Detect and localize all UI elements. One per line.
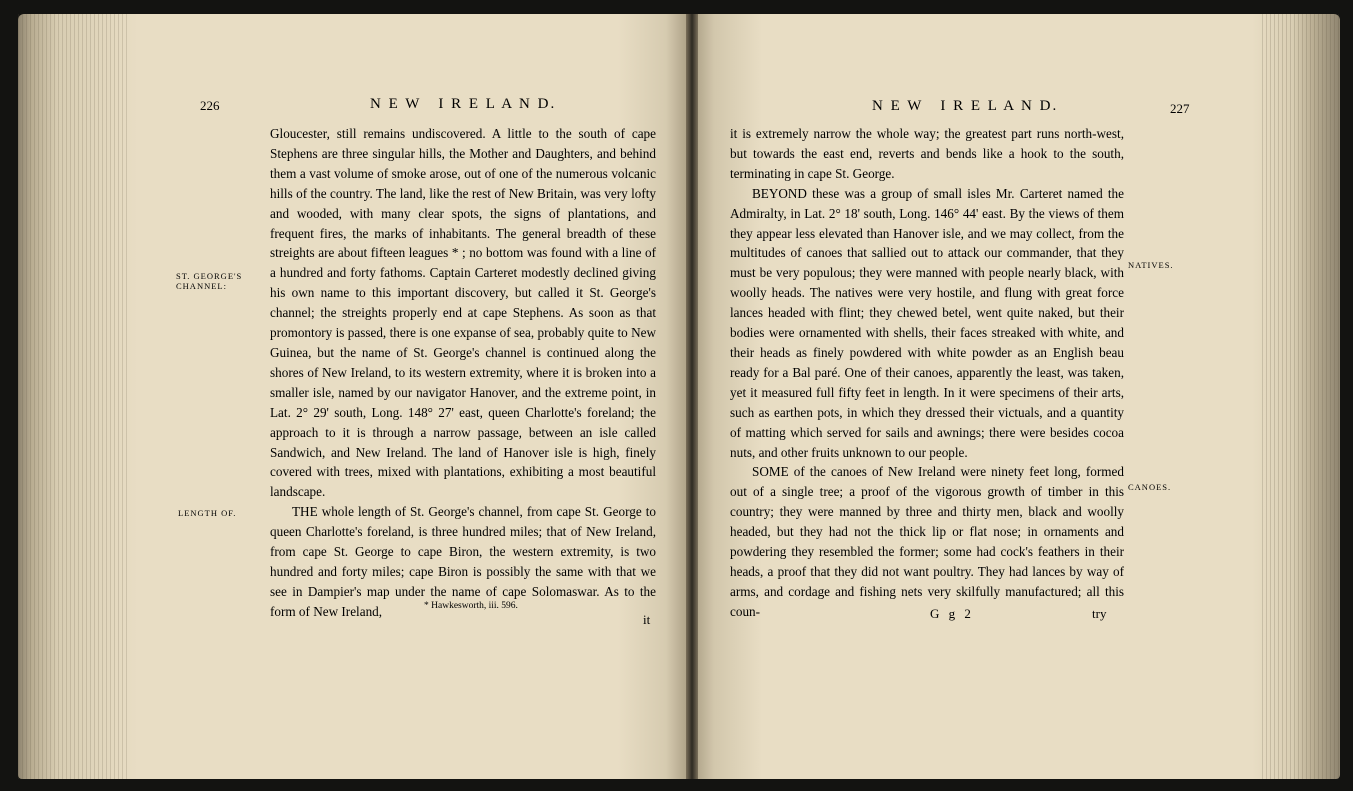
left-footnote: * Hawkesworth, iii. 596. bbox=[424, 601, 518, 611]
sidenote-length-of: LENGTH OF. bbox=[178, 508, 237, 518]
right-paragraph-3: SOME of the canoes of New Ireland were ninety feet long, formed out of a single tree; a proof of the vigorous growth of timber in this country; they were manned by three and thirty men, black and woolly headed, but they had not the thick lip or flat nose; in ornaments and powdering they resembled the former; some had cock's feathers in their heads, a proof that they did not want poultry. They had lances by way of arms, and cordage and fishing nets very skilfully manufactured; all this coun- bbox=[730, 464, 1124, 619]
right-running-head: N E W I R E L A N D. bbox=[872, 98, 1059, 114]
sidenote-canoes: CANOES. bbox=[1128, 482, 1172, 492]
left-paragraph-1: Gloucester, still remains undiscovered. A little to the south of cape Stephens are three singular hills, the Mother and Daughters, and behind them a vast volume of smoke arose, out of one of the numerous volcanic hills of the country. The land, like the rest of New Britain, was very lofty and wooded, with many clear spots, the signs of plantations, and frequent fires, the marks of inhabitants. The general breadth of these streights are about fifteen leagues * ; no bottom was found with a line of a hundred and forty fathoms. Captain Carteret modestly declined giving his own name to this important discovery, but called it St. George's channel; the streights properly end at cape Stephens. As soon as that promontory is passed, there is one expanse of sea, probably quite to New Guinea, but the name of St. George's channel is continued along the shores of New Ireland, to its western extremity, where it is broken into a smaller isle, named by our navigator Hanover, and the extreme point, in Lat. 2° 29' south, Long. 148° 27' east, queen Charlotte's foreland; the approach to it is through a narrow passage, between an isle called Sandwich, and New Ireland. The land of Hanover isle is high, finely covered with trees, mixed with plantations, exhibiting a most beautiful landscape. bbox=[270, 126, 656, 500]
left-catchword: it bbox=[643, 612, 651, 627]
right-catchword: try bbox=[1092, 606, 1107, 621]
right-paragraph-2: BEYOND these was a group of small isles Mr. Carteret named the Admiralty, in Lat. 2° 18' south, Long. 146° 44' east. By the views of them they appear less elevated than Hanover isle, and we may collect, from the multitudes of canoes that sallied out to attack our commander, that they must be very populous; they were manned with people nearly black, with woolly heads. The natives were very hostile, and flung with great force lances headed with flint; they chewed betel, went quite naked, but their bodies were ornamented with shells, their faces streaked with white, and their heads as finely powdered with white powder as an English beau ready for a Bal paré. One of their canoes, apparently the least, was taken, yet it measured full fifty feet in length. In it were specimens of their arts, such as earthen pots, in which they dressed their victuals, and a quantity of matting which served for sails and awnings; there were besides cocoa nuts, and other fruits unknown to our people. bbox=[730, 185, 1124, 460]
right-paragraph-1: it is extremely narrow the whole way; the greatest part runs north-west, but towards the east end, reverts and bends like a hook to the south, terminating in cape St. George. bbox=[730, 126, 1124, 181]
right-page-number: 227 bbox=[1170, 101, 1190, 116]
sidenote-st-georges-channel: ST. GEORGE'S CHANNEL: bbox=[176, 271, 243, 291]
sidenote-natives: NATIVES. bbox=[1128, 260, 1174, 270]
printer-signature: G g 2 bbox=[930, 606, 974, 621]
left-running-head: N E W I R E L A N D. bbox=[370, 96, 557, 112]
book-gutter bbox=[686, 14, 698, 779]
right-page-body bbox=[730, 124, 1124, 622]
left-page-body bbox=[270, 124, 656, 622]
left-page-number: 226 bbox=[200, 98, 220, 113]
left-paragraph-2: THE whole length of St. George's channel, from cape St. George to queen Charlotte's foreland, is three hundred miles; that of New Ireland, from cape St. George to cape Biron, the western extremity, is two hundred and forty miles; cape Biron is possibly the same with that we see in Dampier's map under the name of cape Solomaswar. As to the form of New Ireland, bbox=[270, 504, 656, 619]
